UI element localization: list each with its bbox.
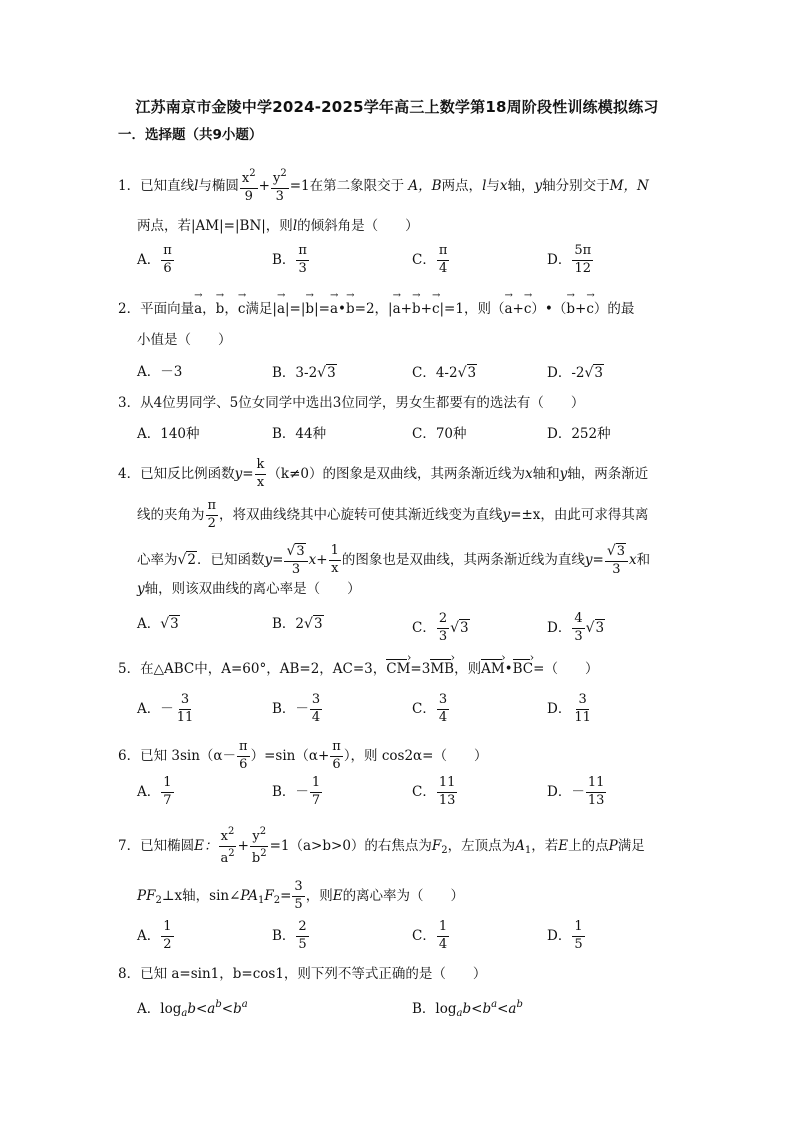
q7-option-d[interactable]: D． $\frac{1}{5}$ xyxy=(547,919,583,952)
question-8-line-1: 8．已知 a=sin1，b=cos1，则下列不等式正确的是（ ） xyxy=(118,966,487,982)
q2-option-d[interactable]: D．-2√3 xyxy=(547,365,603,381)
q3-option-d[interactable]: D．252种 xyxy=(547,426,611,442)
q3-option-a[interactable]: A．140种 xyxy=(137,426,200,442)
q8-option-b[interactable]: B．$\log_ab<b^a<a^b$ xyxy=(412,999,523,1019)
question-1-line-1: 1．已知直线l与椭圆 $\frac{x^2}{9}$ + $\frac{y^2}{3}$ =1在第二象限交于 A，B两点，l与x轴，y轴分别交于M，N xyxy=(118,168,649,204)
q5-option-c[interactable]: C． $\frac{3}{4}$ xyxy=(412,692,448,725)
q7-option-a[interactable]: A． $\frac{1}{2}$ xyxy=(137,919,172,952)
q1-option-a[interactable]: A． $\frac{\pi}{6}$ xyxy=(137,243,172,276)
q5-option-a[interactable]: A．－ $\frac{3}{11}$ xyxy=(137,692,194,725)
question-3-line-1: 3．从4位男同学、5位女同学中选出3位同学，男女生都要有的选法有（ ） xyxy=(118,395,585,411)
question-4-line-4: y轴，则该双曲线的离心率是（ ） xyxy=(137,581,361,597)
question-2-line-2: 小值是（ ） xyxy=(137,332,232,348)
q6-option-c[interactable]: C． $\frac{11}{13}$ xyxy=(412,775,456,808)
question-6-line-1: 6．已知 3sin（α－ $\frac{\pi}{6}$ ）=sin（α+ $\frac{\pi}{6}$ ），则 cos2α=（ ） xyxy=(118,739,488,772)
q7-option-c[interactable]: C． $\frac{1}{4}$ xyxy=(412,919,448,952)
q3-option-c[interactable]: C．70种 xyxy=(412,426,467,442)
q5-option-d[interactable]: D． $\frac{3}{11}$ xyxy=(547,692,591,725)
q2-option-c[interactable]: C．4-2√3 xyxy=(412,365,477,381)
q2-option-a[interactable]: A．－3 xyxy=(137,364,183,380)
q6-option-a[interactable]: A． $\frac{1}{7}$ xyxy=(137,775,172,808)
question-5-line-1: 5．在△ABC中，A=60°，AB=2，AC=3，CM ›=3MB ›，则AM ›•BC ›=（ ） xyxy=(118,663,598,677)
q1-option-b[interactable]: B． $\frac{\pi}{3}$ xyxy=(272,243,307,276)
q1-option-d[interactable]: D． $\frac{5\pi}{12}$ xyxy=(547,243,592,276)
q6-option-b[interactable]: B．－ $\frac{1}{7}$ xyxy=(272,775,321,808)
question-7-line-2: $PF_2\perp x$轴，$\sin\angle PA_1F_2=$ $\frac{3}{5}$ ，则E的离心率为（ ） xyxy=(137,879,465,912)
question-4-line-2: 线的夹角为 $\frac{\pi}{2}$ ，将双曲线绕其中心旋转可使其渐近线变为直线y=±x，由此可求得其离 xyxy=(137,498,649,531)
question-2-line-1: 2．平面向量→ a，→ b，→ c满足|→ a|=|→ b|=→ a•→ b=2，|→ a+→ b+→ c|=1，则（→ a+→ c）•（→ b+→ c）的最 xyxy=(118,300,634,317)
question-4-line-3: 心率为√2．已知函数y= $\frac{√3}{3}$ x+ $\frac{1}{x}$ 的图象也是双曲线，其两条渐近线为直线y= $\frac{√3}{3}$ x和 xyxy=(137,543,651,577)
q2-option-b[interactable]: B．3-2√3 xyxy=(272,365,336,381)
q4-option-c[interactable]: C． $\frac{2}{3}$ √3 xyxy=(412,611,469,644)
q5-option-b[interactable]: B．－ $\frac{3}{4}$ xyxy=(272,692,321,725)
q6-option-d[interactable]: D．－ $\frac{11}{13}$ xyxy=(547,775,605,808)
q3-option-b[interactable]: B．44种 xyxy=(272,426,327,442)
q8-option-a[interactable]: A．$\log_ab<a^b<b^a$ xyxy=(137,999,248,1019)
section-heading: 一．选择题（共9小题） xyxy=(118,127,263,143)
q7-option-b[interactable]: B． $\frac{2}{5}$ xyxy=(272,919,307,952)
q4-option-a[interactable]: A．√3 xyxy=(137,616,179,632)
question-7-line-1: 7．已知椭圆E： $\frac{x^2}{a^2}$ + $\frac{y^2}{b^2}$ =1（a>b>0）的右焦点为$F_2$，左顶点为$A_1$，若E上的点P满足 xyxy=(118,826,645,866)
q1-option-c[interactable]: C． $\frac{\pi}{4}$ xyxy=(412,243,448,276)
question-4-line-1: 4．已知反比例函数y= $\frac{k}{x}$ （k≠0）的图象是双曲线，其两条渐近线为x轴和y轴，两条渐近 xyxy=(118,457,649,490)
question-1-line-2: 两点，若|AM|=|BN|，则l的倾斜角是（ ） xyxy=(137,218,419,234)
page-title: 江苏南京市金陵中学2024-2025学年高三上数学第18周阶段性训练模拟练习 xyxy=(135,98,659,116)
q4-option-b[interactable]: B．2√3 xyxy=(272,616,323,632)
q4-option-d[interactable]: D． $\frac{4}{3}$ √3 xyxy=(547,611,605,644)
